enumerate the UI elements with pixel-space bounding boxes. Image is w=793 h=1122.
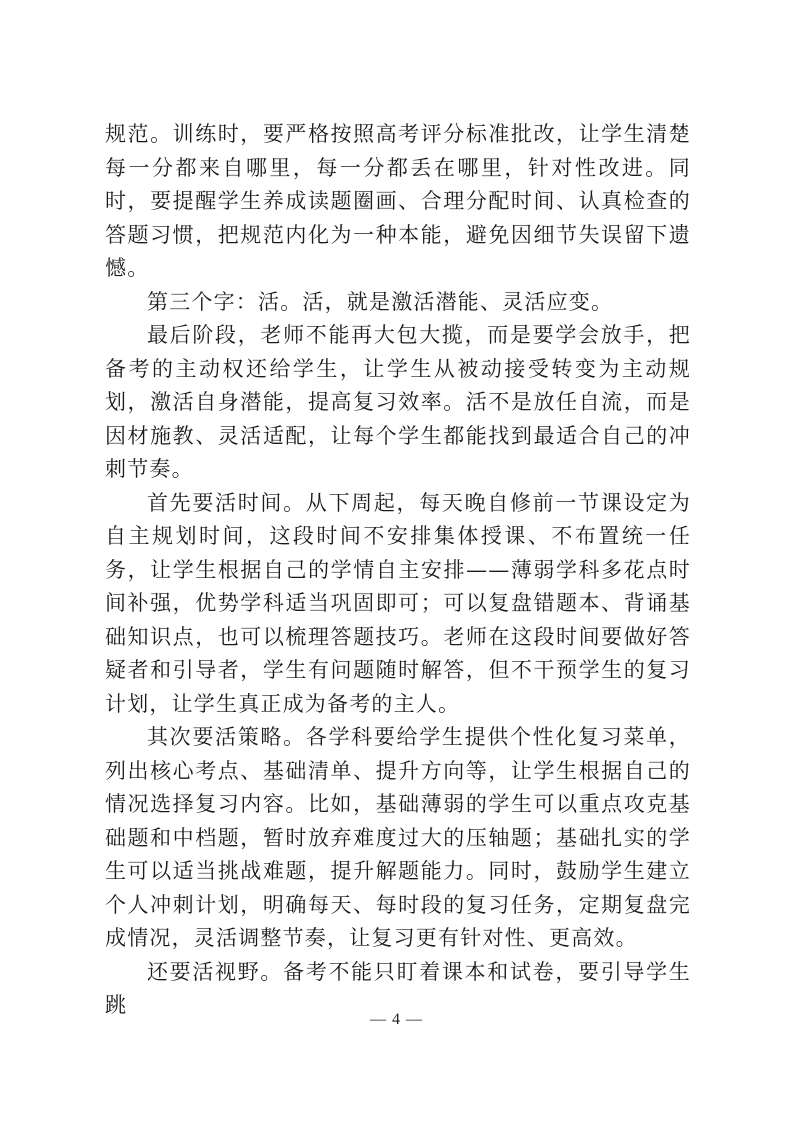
paragraph: 还要活视野。备考不能只盯着课本和试卷，要引导学生跳 [105, 959, 691, 1017]
page-number: — 4 — [370, 1011, 423, 1028]
paragraph: 首先要活时间。从下周起，每天晚自修前一节课设定为自主规划时间，这段时间不安排集体授课、不布置统一任务，让学生根据自己的学情自主安排——薄弱学科多花点时间补强，优势学科适当巩固即可；可以复盘错题本、背诵基础知识点，也可以梳理答题技巧。老师在这段时间要做好答疑者和引导者，学生有问题随时解答，但不干预学生的复习计划，让学生真正成为备考的主人。 [105, 490, 691, 716]
paragraph: 第三个字：活。活，就是激活潜能、灵活应变。 [147, 289, 614, 314]
paragraph: 最后阶段，老师不能再大包大揽，而是要学会放手，把备考的主动权还给学生，让学生从被动接受转变为主动规划，激活自身潜能，提高复习效率。活不是放任自流，而是因材施教、灵活适配，让每个学生都能找到最适合自己的冲刺节奏。 [105, 323, 691, 481]
paragraph: 规范。训练时，要严格按照高考评分标准批改，让学生清楚每一分都来自哪里，每一分都丢在哪里，针对性改进。同时，要提醒学生养成读题圈画、合理分配时间、认真检查的答题习惯，把规范内化为一种本能，避免因细节失误留下遗憾。 [105, 122, 691, 280]
paragraph: 其次要活策略。各学科要给学生提供个性化复习菜单，列出核心考点、基础清单、提升方向等，让学生根据自己的情况选择复习内容。比如，基础薄弱的学生可以重点攻克基础题和中档题，暂时放弃难度过大的压轴题；基础扎实的学生可以适当挑战难题，提升解题能力。同时，鼓励学生建立个人冲刺计划，明确每天、每时段的复习任务，定期复盘完成情况，灵活调整节奏，让复习更有针对性、更高效。 [105, 725, 691, 950]
body-text [105, 118, 691, 1023]
